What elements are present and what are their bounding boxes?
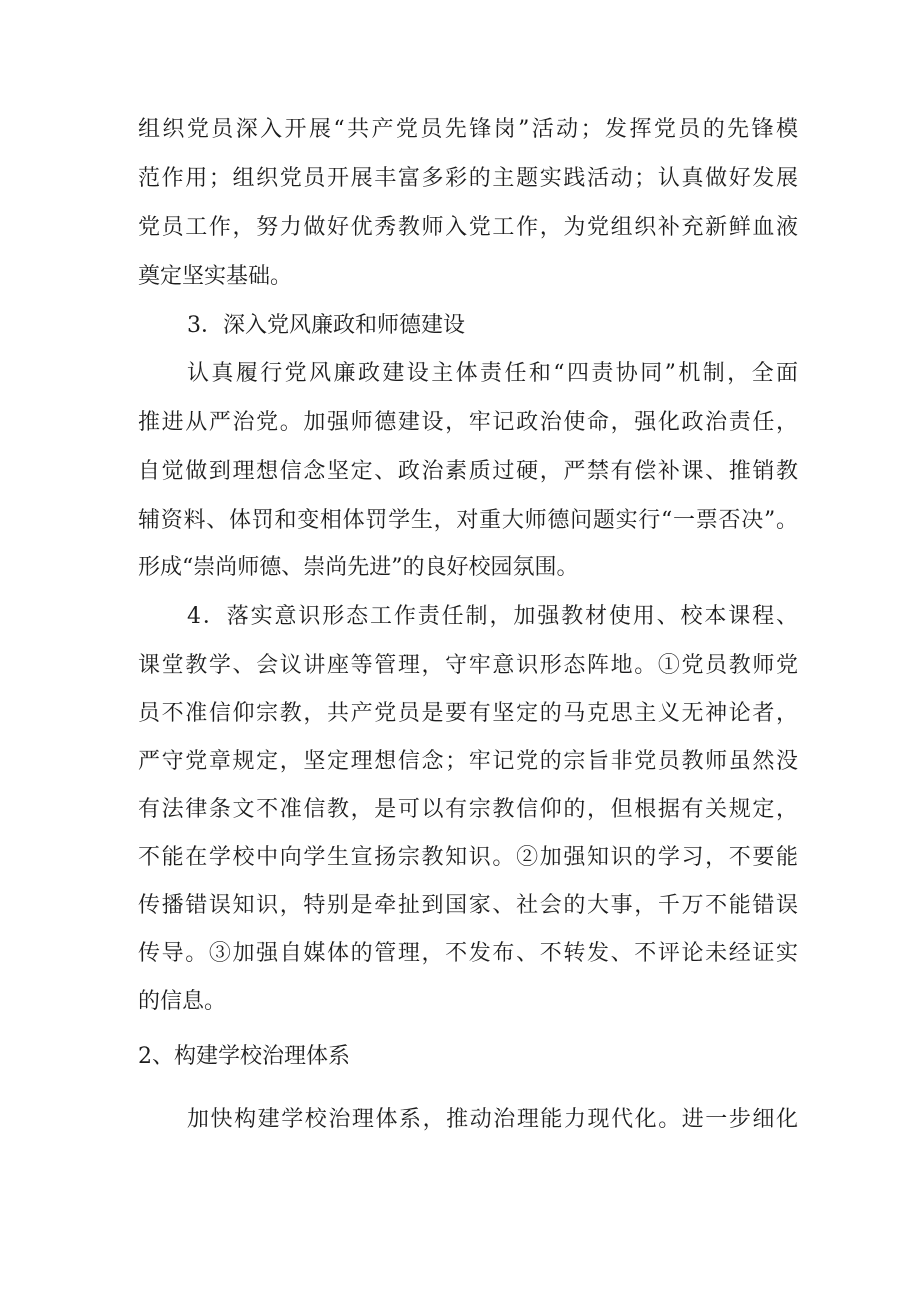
paragraph-line: 党员工作，努力做好优秀教师入党工作，为党组织补充新鲜血液 (138, 215, 798, 240)
paragraph-line: 不能在学校中向学生宣扬宗教知识。②加强知识的学习，不要能 (138, 845, 798, 870)
paragraph-line: 传导。③加强自媒体的管理，不发布、不转发、不评论未经证实 (138, 941, 798, 966)
paragraph-line: 组织党员深入开展“共产党员先锋岗”活动；发挥党员的先锋模 (138, 117, 798, 142)
paragraph-line: 加快构建学校治理体系，推动治理能力现代化。进一步细化 (187, 1107, 798, 1132)
paragraph-line: 认真履行党风廉政建设主体责任和“四责协同”机制，全面 (187, 361, 798, 386)
paragraph-line: 范作用；组织党员开展丰富多彩的主题实践活动；认真做好发展 (138, 166, 798, 191)
paragraph-line: 自觉做到理想信念坚定、政治素质过硬，严禁有偿补课、推销教 (138, 459, 798, 484)
paragraph-line: 严守党章规定，坚定理想信念；牢记党的宗旨非党员教师虽然没 (138, 749, 798, 774)
paragraph-line: 奠定坚实基础。 (138, 264, 293, 289)
section-heading: 2、构建学校治理体系 (138, 1044, 350, 1069)
paragraph-line: 的信息。 (138, 989, 227, 1014)
paragraph-line: 推进从严治党。加强师德建设，牢记政治使命，强化政治责任， (138, 410, 798, 435)
paragraph-line: 有法律条文不准信教，是可以有宗教信仰的，但根据有关规定， (138, 797, 798, 822)
paragraph-line: 传播错误知识，特别是牵扯到国家、社会的大事，千万不能错误 (138, 893, 798, 918)
paragraph-line: 辅资料、体罚和变相体罚学生，对重大师德问题实行“一票否决”。 (138, 508, 798, 533)
paragraph-line: 课堂教学、会议讲座等管理，守牢意识形态阵地。①党员教师党 (138, 653, 798, 678)
section-heading: 3．深入党风廉政和师德建设 (187, 313, 465, 338)
paragraph-line: 形成“崇尚师德、崇尚先进”的良好校园氛围。 (138, 555, 579, 580)
paragraph-line: 4．落实意识形态工作责任制，加强教材使用、校本课程、 (187, 604, 798, 629)
paragraph-line: 员不准信仰宗教，共产党员是要有坚定的马克思主义无神论者， (138, 701, 798, 726)
